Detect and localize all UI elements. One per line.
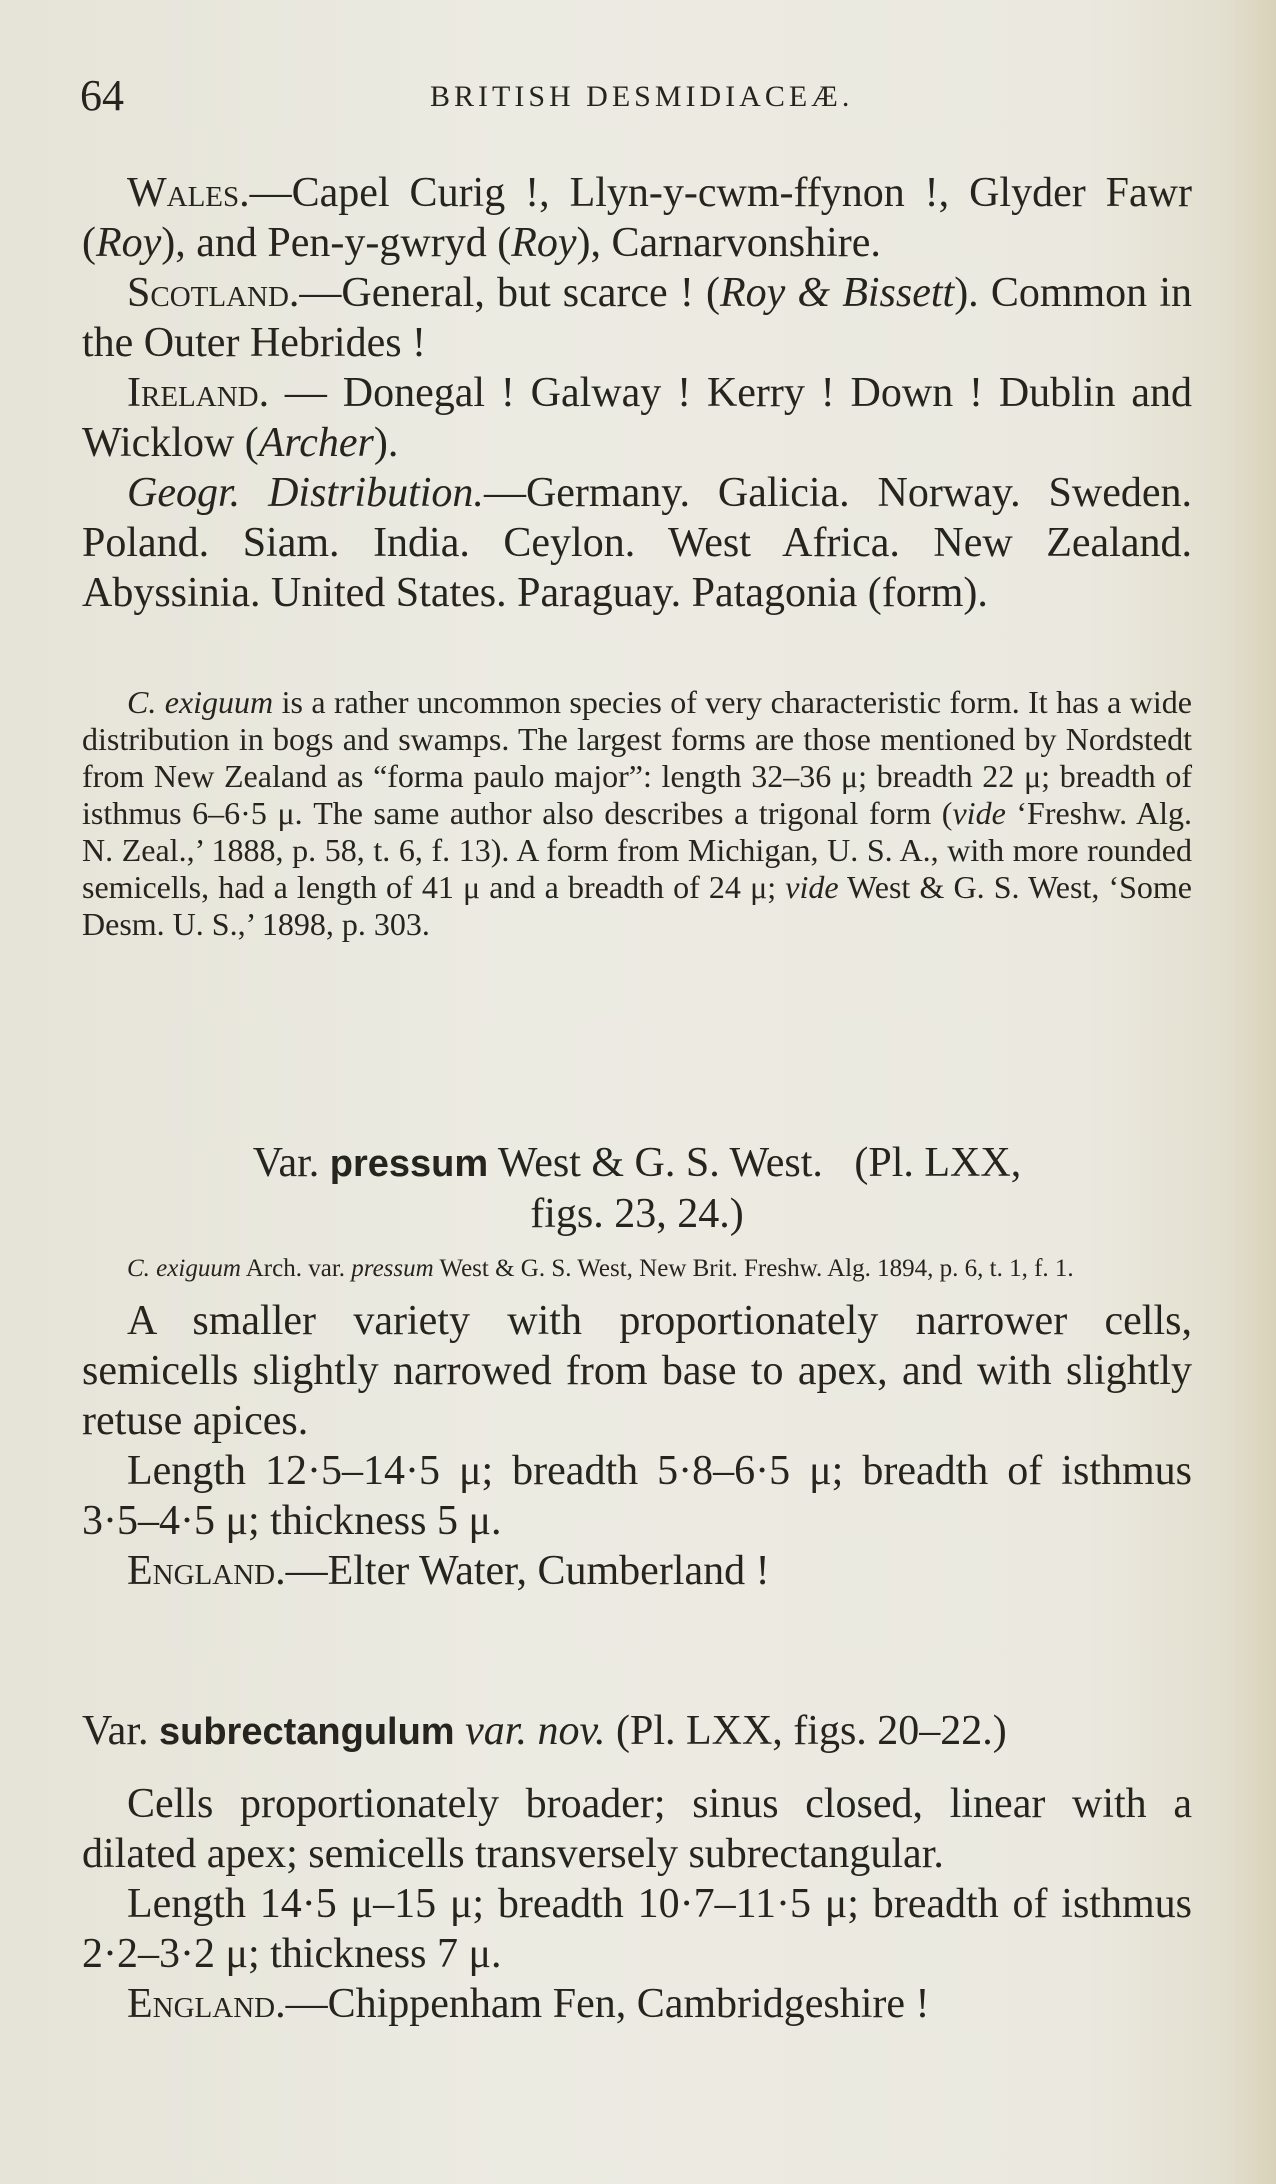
distribution-section: [82, 168, 1192, 618]
variety-description: A smaller variety with proportionately narrower cells, semicells slightly narrowed from base to apex, and with slightly retuse apices.: [82, 1298, 1192, 1444]
variety-england: England.—Chippenham Fen, Cambridgeshire !: [127, 1981, 930, 2027]
page-number: 64: [80, 71, 124, 120]
variety-subrectangulum: [82, 1706, 1192, 2029]
variety-measurements: Length 12·5–14·5 μ; breadth 5·8–6·5 μ; breadth of isthmus 3·5–4·5 μ; thickness 5 μ.: [82, 1448, 1192, 1544]
species-note: [82, 684, 1192, 943]
running-head: BRITISH DESMIDIACEÆ.: [430, 80, 854, 113]
variety-heading: Var. subrectangulum var. nov. (Pl. LXX, figs. 20–22.): [82, 1708, 1007, 1754]
page-header: [80, 70, 1180, 120]
variety-reference: C. exiguum Arch. var. pressum West & G. S. West, New Brit. Freshw. Alg. 1894, p. 6, t. 1, f. 1.: [127, 1255, 1074, 1282]
variety-heading: Var. pressum West & G. S. West. (Pl. LXX, figs. 23, 24.): [252, 1140, 1022, 1237]
scotland-paragraph: Scotland.—General, but scarce ! (Roy & Bissett). Common in the Outer Hebrides !: [82, 270, 1192, 366]
geographic-distribution: Geogr. Distribution.—Germany. Galicia. Norway. Sweden. Poland. Siam. India. Ceylon. West Africa. New Zealand. Abyssinia. United States. Paraguay. Patagonia (form).: [82, 470, 1192, 616]
variety-measurements: Length 14·5 μ–15 μ; breadth 10·7–11·5 μ; breadth of isthmus 2·2–3·2 μ; thickness 7 μ.: [82, 1881, 1192, 1977]
wales-paragraph: Wales.—Capel Curig !, Llyn-y-cwm-ffynon !, Glyder Fawr (Roy), and Pen-y-gwryd (Roy), Carnarvonshire.: [82, 170, 1192, 266]
variety-description: Cells proportionately broader; sinus closed, linear with a dilated apex; semicells transversely subrectangular.: [82, 1781, 1192, 1877]
variety-england: England.—Elter Water, Cumberland !: [127, 1548, 770, 1594]
ireland-paragraph: Ireland. — Donegal ! Galway ! Kerry ! Down ! Dublin and Wicklow (Archer).: [82, 370, 1192, 466]
variety-pressum: [82, 1138, 1192, 1596]
note-paragraph: C. exiguum is a rather uncommon species of very characteristic form. It has a wide distribution in bogs and swamps. The largest forms are those mentioned by Nordstedt from New Zealand as “forma paulo major”: length 32–36 μ; breadth 22 μ; breadth of isthmus 6–6·5 μ. The same author also describes a trigonal form (vide ‘Freshw. Alg. N. Zeal.,’ 1888, p. 58, t. 6, f. 13). A form from Michigan, U. S. A., with more rounded semicells, had a length of 41 μ and a breadth of 24 μ; vide West & G. S. West, ‘Some Desm. U. S.,’ 1898, p. 303.: [82, 684, 1193, 942]
